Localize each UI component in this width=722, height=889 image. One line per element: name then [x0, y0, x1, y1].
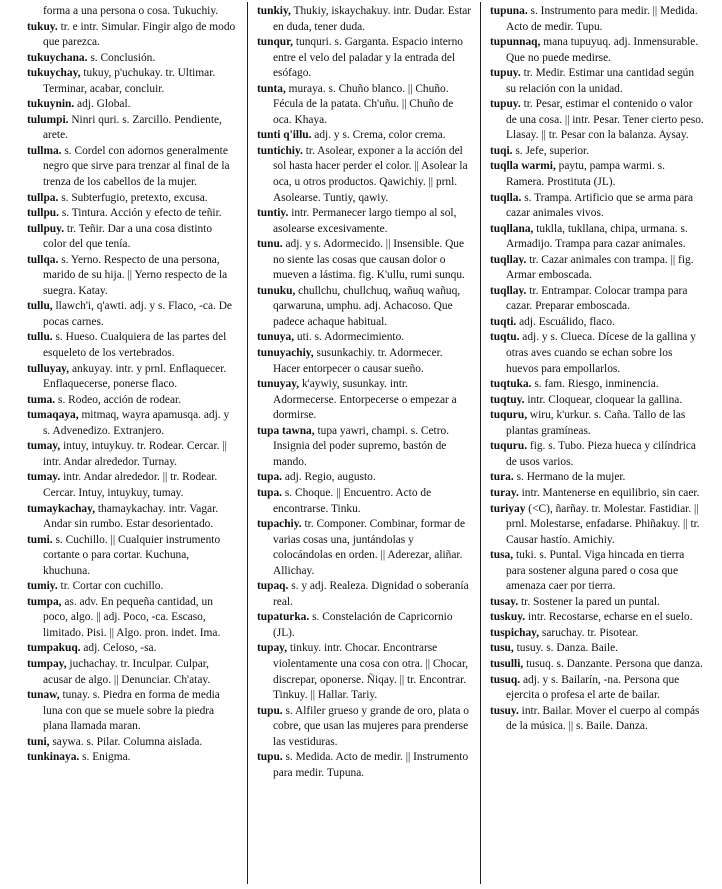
dictionary-entry [490, 408, 705, 439]
entry-headword: tupu. [257, 751, 283, 764]
entry-definition: forma a una persona o cosa. Tukuchiy. [43, 5, 219, 17]
entry-headword: tumaqaya, [27, 409, 79, 422]
dictionary-entry [27, 408, 237, 439]
dictionary-entry [257, 470, 472, 486]
entry-definition: chullchu, chullchuq, wañuq wañuq, qarwaruna, umphu. adj. Achacoso. Que padece achaque habitual. [273, 284, 461, 328]
dictionary-entry [490, 673, 705, 704]
entry-definition: tusuy. s. Danza. Baile. [513, 642, 619, 655]
entry-definition: llawch'i, q'awti. adj. y s. Flaco, -ca. De pocas carnes. [43, 300, 232, 328]
entry-definition: adj. Regio, augusto. [282, 471, 376, 484]
entry-headword: tukuy. [27, 20, 58, 33]
dictionary-entry [257, 4, 472, 35]
entry-definition: s. Cordel con adornos generalmente negro que sirve para trenzar al final de la trenza de los cabellos de la mujer. [43, 144, 230, 189]
dictionary-entry [490, 377, 705, 393]
entry-headword: tupuna. [490, 5, 528, 17]
dictionary-entry [257, 641, 472, 703]
dictionary-entry [27, 595, 237, 642]
entry-headword: tuqtu. [490, 331, 520, 344]
entry-definition: intr. Permanecer largo tiempo al sol, asolearse excesivamente. [273, 207, 457, 235]
entry-headword: tusa, [490, 549, 514, 562]
entry-headword: tupaq. [257, 580, 289, 593]
entry-headword: tupay, [257, 642, 288, 655]
dictionary-entry [490, 191, 705, 222]
entry-definition: s. Rodeo, acción de rodear. [55, 393, 182, 406]
dictionary-entry [27, 362, 237, 393]
dictionary-entry [27, 393, 237, 409]
entry-definition: tukuy, p'uchukay. tr. Ultimar. Terminar, acabar, concluir. [43, 67, 216, 95]
dictionary-entry [27, 641, 237, 657]
entry-definition: s. Constelación de Capricornio (JL). [273, 611, 453, 639]
entry-headword: tukuychay, [27, 67, 81, 80]
dictionary-entry [27, 688, 237, 735]
entry-definition: Ninri quri. s. Zarcillo. Pendiente, arete. [43, 113, 222, 142]
entry-definition: intr. Recostarse, echarse en el suelo. [525, 611, 693, 624]
dictionary-entry [27, 735, 237, 751]
entry-definition: intr. Mantenerse en equilibrio, sin caer. [518, 486, 700, 499]
entry-headword: tumpay, [27, 657, 67, 670]
entry-definition: tr. Sostener la pared un puntal. [518, 595, 660, 608]
entry-headword: tuskuy. [490, 611, 526, 624]
dictionary-entry [27, 51, 237, 67]
entry-headword: tumiy. [27, 580, 58, 593]
dictionary-entry [490, 222, 705, 253]
dictionary-entry [490, 486, 705, 502]
entry-headword: tuqllay. [490, 253, 527, 266]
entry-definition: s. Hermano de la mujer. [513, 471, 626, 484]
dictionary-entry [490, 393, 705, 409]
entry-definition: saruchay. tr. Pisotear. [539, 626, 639, 639]
entry-headword: tunta, [257, 82, 286, 95]
entry-headword: tupuy. [490, 67, 521, 80]
dictionary-entry [490, 657, 705, 673]
entry-headword: tusulli, [490, 657, 524, 670]
entry-definition: s. Cuchillo. || Cualquier instrumento cortante o para cortar. Kuchuna, khuchuna. [43, 533, 221, 577]
entry-definition: intr. Andar alrededor. || tr. Rodear. Cercar. Intuy, intuykuy, tumay. [43, 471, 218, 499]
entry-definition: fig. s. Tubo. Pieza hueca y cilíndrica de usos varios. [506, 440, 696, 468]
entry-headword: turiyay [490, 502, 526, 515]
entry-definition: adj. Celoso, -sa. [80, 642, 157, 655]
dictionary-entry [257, 610, 472, 641]
column-divider [247, 2, 248, 884]
entry-headword: tura. [490, 471, 514, 484]
dictionary-entry [257, 346, 472, 377]
dictionary-entry [257, 377, 472, 424]
dictionary-entry [27, 657, 237, 688]
entry-headword: tupa tawna, [257, 424, 315, 437]
dictionary-entry [27, 533, 237, 580]
entry-definition: thamaykachay. intr. Vagar. Andar sin rumbo. Estar desorientado. [43, 502, 219, 531]
entry-headword: tusay. [490, 595, 519, 608]
entry-headword: tuntichiy. [257, 144, 303, 157]
entry-definition: adj. y s. Bailarín, -na. Persona que ejercita o profesa el arte de bailar. [506, 673, 680, 702]
entry-definition: uti. s. Adormecimiento. [294, 331, 405, 344]
dictionary-entry [490, 66, 705, 97]
dictionary-entry [490, 610, 705, 626]
entry-definition: tr. Cazar animales con trampa. || fig. Armar emboscada. [506, 253, 694, 282]
entry-headword: tunu. [257, 238, 283, 251]
entry-headword: tumpakuq. [27, 642, 81, 655]
dictionary-entry [257, 424, 472, 471]
entry-headword: tullu. [27, 331, 53, 344]
dictionary-entry [27, 470, 237, 501]
entry-headword: tupa. [257, 471, 283, 484]
dictionary-entry [490, 144, 705, 160]
dictionary-entry [27, 66, 237, 97]
entry-definition: tupa yawri, champi. s. Cetro. Insignia del poder supremo, bastón de mando. [273, 424, 450, 468]
entry-definition: tr. e intr. Simular. Fingir algo de modo que parezca. [43, 20, 236, 49]
entry-definition: s. Alfiler grueso y grande de oro, plata o cobre, que usan las mujeres para prenderse las vestiduras. [273, 704, 469, 748]
entry-definition: adj. y s. Crema, color crema. [311, 129, 446, 142]
entry-definition: Thukiy, iskaychakuy. intr. Dudar. Estar en duda, tener duda. [273, 5, 472, 33]
entry-definition: tuki. s. Puntal. Viga hincada en tierra para sostener alguna pared o cosa que amenaza caer por tierra. [506, 549, 685, 593]
dictionary-entry [27, 206, 237, 222]
dictionary-entry [490, 97, 705, 144]
entry-definition: s. Enigma. [79, 751, 131, 764]
entry-headword: tuni, [27, 735, 50, 748]
dictionary-entry [27, 439, 237, 470]
entry-definition: as. adv. En pequeña cantidad, un poco, algo. || adj. Poco, -ca. Escaso, limitado. Pisi. || Algo. pron. indet. Ima. [43, 595, 221, 639]
entry-headword: tullma. [27, 144, 62, 157]
dictionary-entry [27, 191, 237, 207]
dictionary-entry [490, 626, 705, 642]
dictionary-entry [27, 299, 237, 330]
dictionary-entry [257, 35, 472, 82]
entry-definition: tusuq. s. Danzante. Persona que danza. [523, 657, 703, 670]
dictionary-entry [27, 20, 237, 51]
entry-headword: tusuy. [490, 704, 519, 717]
entry-definition: adj. y s. Adormecido. || Insensible. Que no siente las cosas que causan dolor o mueven a lástima. fig. K'ullu, rumi sunqu. [273, 238, 465, 282]
entry-headword: tuqlla warmi, [490, 160, 556, 173]
dictionary-entry [27, 502, 237, 533]
entry-definition: mitmaq, wayra apamusqa. adj. y s. Advenedizo. Extranjero. [43, 409, 230, 437]
dictionary-entry [27, 144, 237, 191]
entry-definition: tr. Cortar con cuchillo. [57, 580, 164, 593]
entry-definition: tr. Pesar, estimar el contenido o valor de una cosa. || intr. Pesar. Tener cierto peso. Llasay. || tr. Pesar con la balanza. Aysay. [506, 98, 704, 142]
dictionary-entry [27, 4, 237, 20]
dictionary-entry [257, 579, 472, 610]
entry-headword: tuquru, [490, 409, 528, 422]
entry-definition: s. Trampa. Artificio que se arma para cazar animales vivos. [506, 191, 694, 220]
entry-headword: tulluyay, [27, 362, 70, 375]
dictionary-entry [257, 144, 472, 206]
entry-definition: s. Choque. || Encuentro. Acto de encontrarse. Tinku. [273, 486, 432, 515]
dictionary-entry [490, 595, 705, 611]
entry-headword: tupuy. [490, 98, 521, 111]
entry-headword: tunkinaya. [27, 751, 80, 764]
dictionary-entry [490, 439, 705, 470]
dictionary-entry [257, 128, 472, 144]
dictionary-entry [490, 253, 705, 284]
dictionary-entry [27, 97, 237, 113]
entry-headword: tuquru. [490, 440, 528, 453]
entry-definition: tr. Medir. Estimar una cantidad según su relación con la unidad. [506, 67, 695, 95]
entry-definition: wiru, k'urkur. s. Caña. Tallo de las plantas gramíneas. [506, 409, 686, 437]
dictionary-entry [490, 315, 705, 331]
dictionary-entry [490, 470, 705, 486]
entry-headword: tusu, [490, 642, 514, 655]
entry-headword: tusuq. [490, 673, 521, 686]
entry-definition: s. Yerno. Respecto de una persona, marido de su hija. || Yerno respecto de la suegra. Katay. [43, 253, 228, 297]
dictionary-entry [490, 35, 705, 66]
entry-definition: muraya. s. Chuño blanco. || Chuño. Fécula de la patata. Ch'uñu. || Chuño de oca. Khaya. [273, 82, 454, 126]
entry-headword: tuqtuka. [490, 378, 532, 391]
entry-definition: ankuyay. intr. y prnl. Enflaquecer. Enflaquecerse, ponerse flaco. [43, 362, 227, 391]
entry-headword: turay. [490, 486, 519, 499]
entry-definition: s. fam. Riesgo, inminencia. [531, 378, 659, 391]
entry-headword: tuqtuy. [490, 393, 525, 406]
entry-definition: juchachay. tr. Inculpar. Culpar, acusar de algo. || Denunciar. Ch'atay. [43, 657, 211, 686]
entry-definition: tr. Teñir. Dar a una cosa distinto color del que tenía. [43, 222, 213, 251]
dictionary-entry [490, 159, 705, 190]
entry-definition: tr. Entrampar. Colocar trampa para cazar. Preparar emboscada. [506, 284, 688, 313]
column-divider [480, 2, 481, 884]
entry-headword: tupunnaq, [490, 36, 541, 49]
dictionary-entry [490, 4, 705, 35]
entry-definition: s. Jefe, superior. [512, 144, 590, 157]
entry-headword: tunaw, [27, 689, 60, 702]
entry-definition: mana tupuyuq. adj. Inmensurable. Que no puede medirse. [506, 36, 699, 64]
entry-headword: tupa. [257, 486, 283, 499]
entry-headword: tupaturka. [257, 611, 310, 624]
entry-definition: adj. y s. Clueca. Dícese de la gallina y otras aves cuando se echan sobre los huevos para empollarlos. [506, 331, 696, 375]
entry-definition: tunay. s. Piedra en forma de media luna con que se muele sobre la piedra plana llamada maran. [43, 689, 220, 733]
entry-headword: tuqti. [490, 315, 517, 328]
entry-definition: paytu, pampa warmi. s. Ramera. Prostituta (JL). [506, 160, 665, 189]
entry-headword: tukuychana. [27, 51, 88, 64]
entry-definition: intuy, intuykuy. tr. Rodear. Cercar. || intr. Andar alrededor. Turnay. [43, 440, 227, 468]
dictionary-entry [27, 113, 237, 144]
entry-definition: s. Conclusión. [87, 51, 156, 64]
entry-headword: tunti q'illu. [257, 129, 312, 142]
entry-definition: (<C), ñarñay. tr. Molestar. Fastidiar. || prnl. Molestarse, enfadarse. Phiñakuy. || tr. Causar hastío. Amichiy. [506, 502, 700, 546]
entry-headword: tuqlla. [490, 191, 522, 204]
entry-headword: tunuku, [257, 284, 296, 297]
entry-definition: susunkachiy. tr. Adormecer. Hacer entorpecer o causar sueño. [273, 347, 443, 375]
column-2 [257, 4, 472, 781]
dictionary-entry [257, 82, 472, 129]
entry-headword: tunkiy, [257, 5, 291, 17]
dictionary-entry [27, 750, 237, 766]
entry-definition: saywa. s. Pilar. Columna aislada. [49, 735, 203, 748]
entry-definition: tunquri. s. Garganta. Espacio interno entre el velo del paladar y la entrada del esófago. [273, 36, 463, 80]
entry-headword: tunuyachiy, [257, 347, 314, 360]
dictionary-entry [490, 641, 705, 657]
entry-definition: intr. Bailar. Mover el cuerpo al compás de la música. || s. Baile. Danza. [506, 704, 700, 733]
entry-headword: tunuyay, [257, 378, 300, 391]
entry-headword: tumpa, [27, 595, 62, 608]
entry-definition: adj. Global. [74, 98, 131, 111]
column-3 [490, 4, 705, 735]
entry-headword: tupachiy. [257, 518, 302, 531]
entry-definition: tuklla, tukllana, chipa, urmana. s. Armadijo. Trampa para cazar animales. [506, 222, 688, 251]
entry-headword: tupu. [257, 704, 283, 717]
entry-headword: tullu, [27, 300, 53, 313]
entry-headword: tumay. [27, 471, 61, 484]
entry-headword: tumaykachay, [27, 502, 96, 515]
dictionary-entry [490, 284, 705, 315]
entry-definition: s. y adj. Realeza. Dignidad o soberanía real. [273, 580, 469, 608]
entry-headword: tuma. [27, 393, 56, 406]
dictionary-entry [490, 330, 705, 377]
dictionary-entry [27, 330, 237, 361]
entry-headword: tuspichay, [490, 626, 540, 639]
entry-definition: s. Hueso. Cualquiera de las partes del esqueleto de los vertebrados. [43, 331, 227, 360]
entry-headword: tunqur, [257, 36, 293, 49]
entry-headword: tukuynin. [27, 98, 75, 111]
entry-definition: s. Medida. Acto de medir. || Instrumento para medir. Tupuna. [273, 751, 469, 779]
entry-headword: tuqi. [490, 144, 513, 157]
dictionary-entry [27, 579, 237, 595]
entry-definition: tinkuy. intr. Chocar. Encontrarse violentamente una cosa con otra. || Chocar, discrepar, oponerse. Ñiqay. || tr. Encontrar. Tinkuy. || Hallar. Tariy. [273, 642, 469, 702]
entry-headword: tullpu. [27, 207, 59, 220]
dictionary-entry [257, 486, 472, 517]
dictionary-entry [257, 330, 472, 346]
entry-headword: tuntiy. [257, 207, 289, 220]
dictionary-entry [490, 548, 705, 595]
dictionary-entry [490, 704, 705, 735]
entry-definition: s. Tintura. Acción y efecto de teñir. [58, 207, 222, 220]
dictionary-entry [257, 750, 472, 781]
entry-definition: tr. Asolear, exponer a la acción del sol hasta hacer perder el color. || Asolear la oca, u otros productos. Qawichiy. || prnl. Asolearse. Tuntiy, qawiy. [273, 144, 468, 204]
dictionary-entry [257, 206, 472, 237]
dictionary-entry [257, 704, 472, 751]
entry-headword: tulumpi. [27, 113, 69, 126]
entry-definition: adj. Escuálido, flaco. [516, 315, 615, 328]
entry-headword: tuqllana, [490, 222, 534, 235]
entry-headword: tumay, [27, 440, 61, 453]
dictionary-entry [257, 237, 472, 284]
entry-definition: k'aywiy, susunkay. intr. Adormecerse. Entorpecerse o empezar a dormirse. [273, 378, 457, 422]
entry-headword: tuqllay. [490, 284, 527, 297]
entry-headword: tunuya, [257, 331, 295, 344]
dictionary-entry [27, 222, 237, 253]
entry-headword: tullqa. [27, 253, 59, 266]
entry-headword: tullpa. [27, 191, 59, 204]
entry-definition: intr. Cloquear, cloquear la gallina. [524, 393, 683, 406]
entry-headword: tumi. [27, 533, 53, 546]
entry-definition: s. Instrumento para medir. || Medida. Acto de medir. Tupu. [506, 5, 698, 33]
entry-definition: s. Subterfugio, pretexto, excusa. [58, 191, 208, 204]
dictionary-entry [257, 284, 472, 331]
dictionary-entry [27, 253, 237, 300]
column-1 [27, 4, 237, 766]
dictionary-entry [257, 517, 472, 579]
dictionary-entry [490, 502, 705, 549]
entry-headword: tullpuy. [27, 222, 65, 235]
entry-definition: tr. Componer. Combinar, formar de varias cosas una, juntándolas y colocándolas en orden. || Aderezar, aliñar. Allichay. [273, 518, 466, 577]
